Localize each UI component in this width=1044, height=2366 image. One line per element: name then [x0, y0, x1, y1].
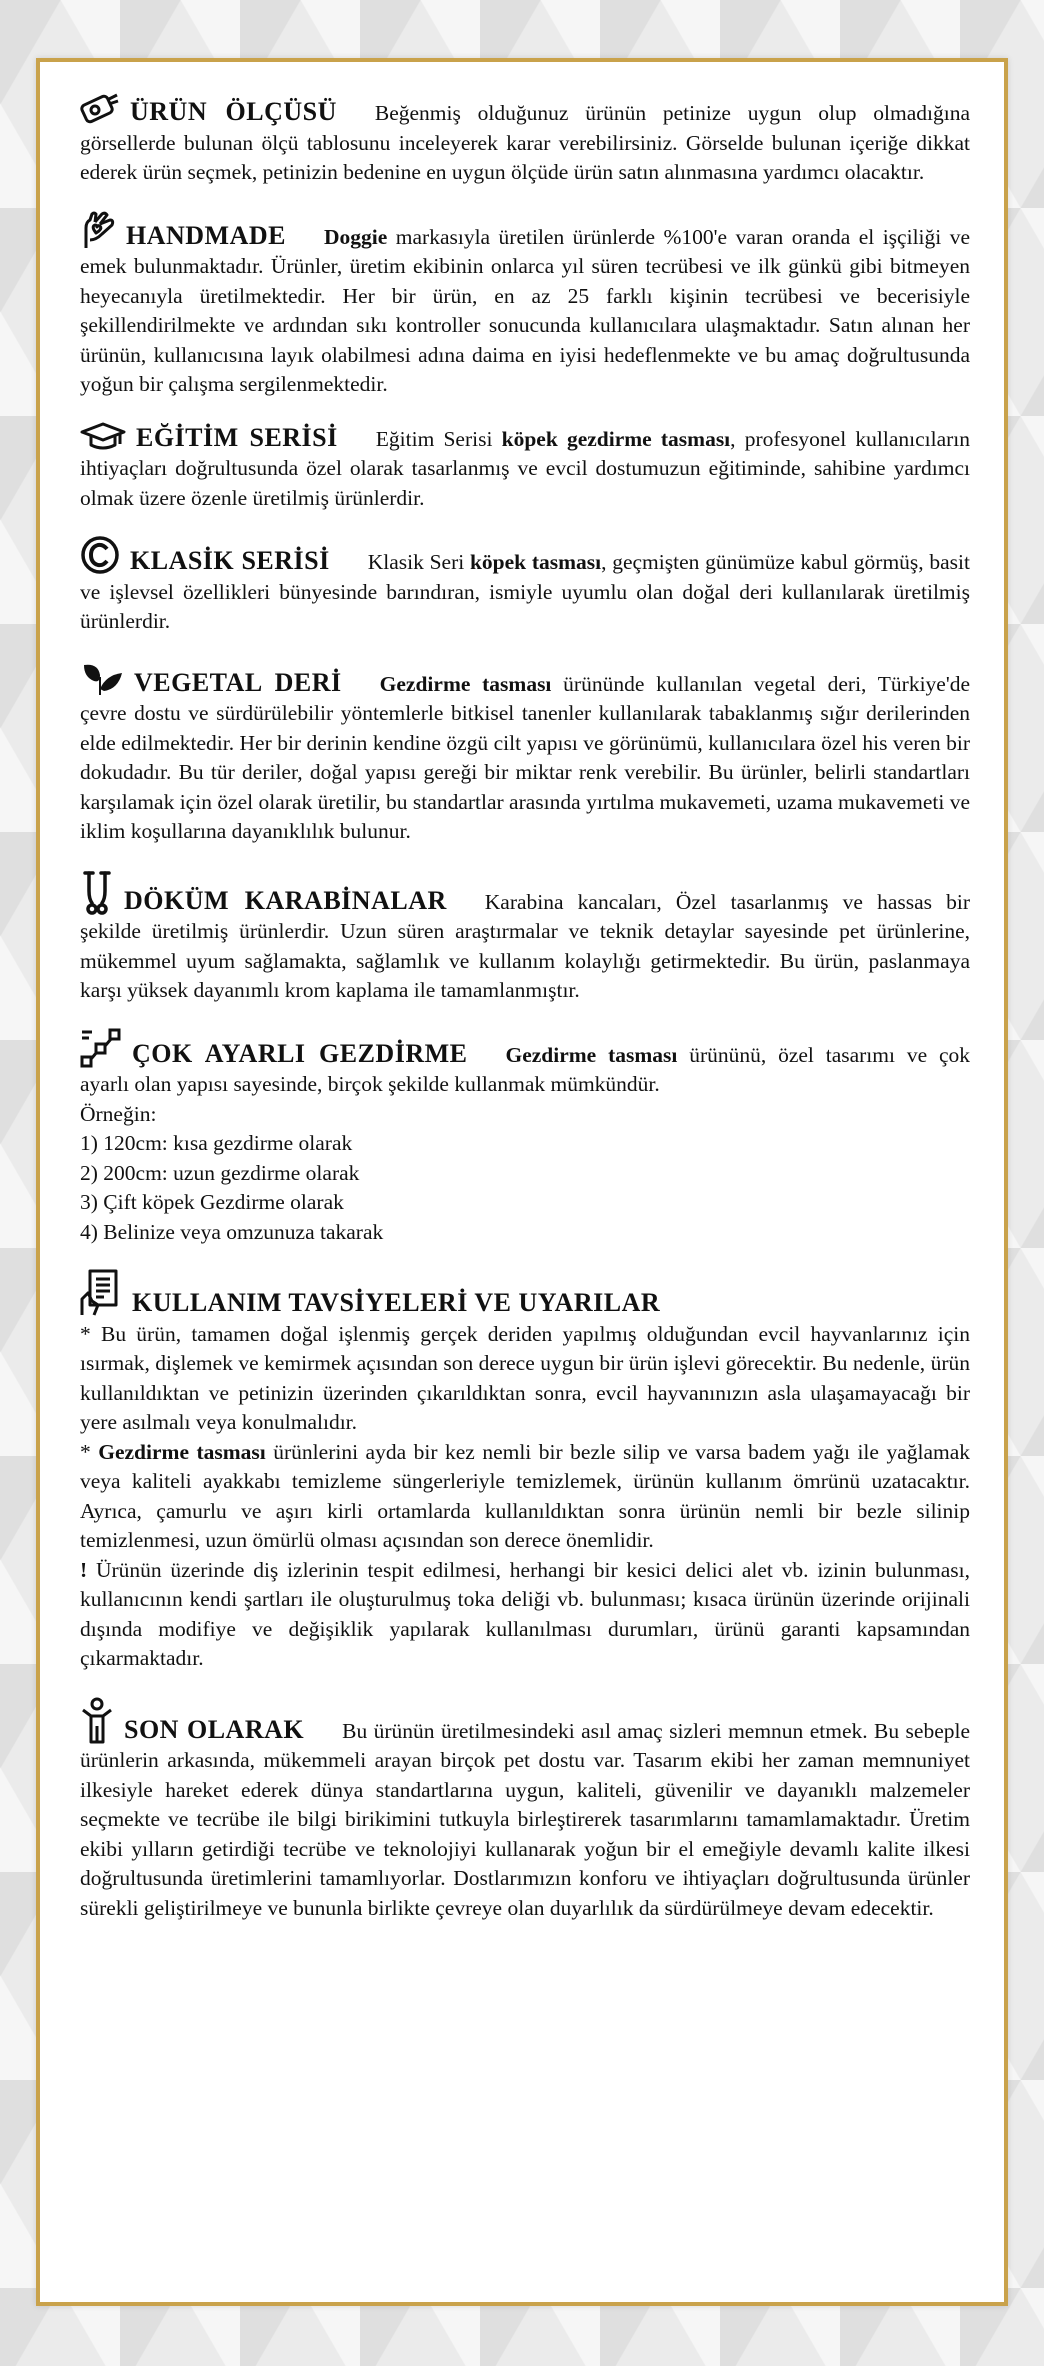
paragraph: ürünlerini ayda bir kez nemli bir bezle silip ve varsa badem yağı ile yağlamak veya kaliteli ayakkabı temizleme süngerleriyle temizlemek, ürünün kullanım ömrünü uzatacaktır. Ayrıca, çamurlu ve aşırı kirli ortamlarda kullanıldıktan sonra ürünün nemli bir bezle silinip temizlenmesi, uzun ömürlü olması açısından son derece önemlidir.	[80, 1439, 971, 1552]
warning-mark: !	[80, 1557, 88, 1582]
section-cok-ayarli	[80, 1028, 970, 1248]
section-text-post: , profesyonel kullanıcıların ihtiyaçları doğrultusunda özel olarak tasarlanmış ve evcil dostumuzun eğitiminde, sahibine yardımcı olmak üzere özenle üretilmiş ürünlerdir.	[80, 426, 970, 510]
section-text: ürününü, özel tasarımı ve çok ayarlı olan yapısı sayesinde, birçok şekilde kullanmak mümkündür.	[80, 1042, 970, 1096]
list-item: 3) Çift köpek Gezdirme olarak	[80, 1190, 344, 1214]
section-title: DÖKÜM KARABİNALAR	[124, 885, 447, 915]
section-title: EĞİTİM SERİSİ	[136, 422, 338, 452]
section-title: SON OLARAK	[124, 1714, 305, 1744]
hand-heart-icon	[80, 210, 116, 250]
list-item: 1) 120cm: kısa gezdirme olarak	[80, 1131, 353, 1155]
section-title: ÜRÜN ÖLÇÜSÜ	[130, 97, 337, 126]
content-panel	[36, 58, 1008, 2306]
brand-name: Doggie	[324, 224, 388, 249]
section-kullanim	[80, 1269, 970, 1674]
section-dokum-karabinalar	[80, 869, 970, 1006]
measuring-tape-icon	[80, 92, 120, 126]
section-text-post: , geçmişten günümüze kabul görmüş, basit ve işlevsel özellikleri bünyesinde barındıran, ismiyle uyumlu olan doğal deri kullanılarak üretilmiş ürünlerdir.	[80, 550, 970, 633]
section-bold: köpek tasması	[469, 550, 602, 574]
section-text: ürününde kullanılan vegetal deri, Türkiye'de çevre dostu ve sürdürülebilir yöntemlerle bitkisel tanenler kullanılarak tabaklanmış sığır derilerinden elde edilmektedir. Her bir derinin kendine özgü cilt yapısı ve görünümü, kullanıcılara özel his veren bir dokudadır. Bu tür deriler, doğal yapısı gereği bir miktar renk verebilir. Bu ürünler, belirli standartları karşılamak için özel olarak üretilir, bu standartlar arasında yırtılma mukavemeti, uzama mukavemeti ve iklim koşullarına dayanıklılık bulunur.	[80, 671, 970, 843]
section-title: ÇOK AYARLI GEZDİRME	[132, 1038, 468, 1068]
list-item: 2) 200cm: uzun gezdirme olarak	[80, 1160, 360, 1185]
section-vegetal-deri	[80, 659, 970, 847]
section-title: VEGETAL DERİ	[134, 667, 342, 697]
list-item: 4) Belinize veya omzunuza takarak	[80, 1219, 384, 1244]
section-title: HANDMADE	[126, 220, 286, 250]
section-bold: Gezdirme tasması	[505, 1042, 678, 1067]
section-text: Bu ürünün üretilmesindeki asıl amaç sizleri memnun etmek. Bu sebeple ürünlerin arkasında, mükemmeli arayan birçok pet dostu var. Tasarım ekibi her zaman memnuniyet ilkesiyle hareket ederek dünya standartlarına uygun, kaliteli, güvenilir ve dayanıklı malzemeler seçmekte ve tecrübe ile bilgi birikimini tutkuyla birleştirerek tasarımlarını tamamlamaktadır. Üretim ekibi yılların getirdiği tecrübe ve teknolojiyi kullanarak yoğun bir el emeğiyle devamlı kalite ilkesi doğrultusunda üretimlerini tamamlıyorlar. Dostlarımızın konforu ve ihtiyaçları doğrultusunda ürünler sürekli geliştirilmeye ve bununla birlikte çevreye olan duyarlılık da sürdürülmeye devam edecektir.	[80, 1718, 971, 1920]
section-urun-olcusu	[80, 92, 970, 188]
leaf-icon	[80, 659, 124, 697]
section-handmade	[80, 210, 970, 400]
content-body	[80, 92, 970, 1945]
section-text-pre: Eğitim Serisi	[375, 426, 493, 451]
section-title: KLASİK SERİSİ	[130, 546, 330, 575]
paragraph: Ürünün üzerinde diş izlerinin tespit edilmesi, herhangi bir kesici delici alet vb. izinin bulunması, kullanıcının kendi şartları ile oluşturulmuş toka deliği vb. bulunması; kısaca ürünün üzerinde orijinali dışında modifiye ve değişiklik yapılarak kullanılması durumları, ürünü garanti kapsamından çıkarmaktadır.	[80, 1557, 971, 1670]
section-bold: Gezdirme tasması	[379, 671, 552, 696]
section-text: Karabina kancaları, Özel tasarlanmış ve hassas bir şekilde üretilmiş ürünlerdir. Uzun süren araştırmalar ve teknik detaylar sayesinde pet ürünlerine, mükemmel uyum sağlamakta, sağlamlık ve kullanım kolaylığı getirmektedir. Bu ürün, paslanmaya karşı yüksek dayanımlı krom kaplama ile tamamlanmıştır.	[80, 889, 970, 1002]
example-label: Örneğin:	[80, 1101, 157, 1126]
paragraph: * Bu ürün, tamamen doğal işlenmiş gerçek deriden yapılmış olduğundan evcil hayvanlarınız için ısırmak, dişlemek ve kemirmek açısından son derece uygun bir ürün işlevi görecektir. Bu nedenle, ürün kullanıldıktan ve petinizin üzerinden çıkarıldıktan sonra, evcil hayvanınızın asla ulaşamayacağı bir yere asılmalı veya konulmalıdır.	[80, 1321, 970, 1434]
copyright-icon	[80, 535, 120, 575]
section-title: KULLANIM TAVSİYELERİ VE UYARILAR	[132, 1288, 661, 1317]
adjust-nodes-icon	[80, 1028, 122, 1068]
section-bold: Gezdirme tasması	[98, 1439, 266, 1464]
person-award-icon	[80, 1696, 114, 1744]
paragraph-prefix: *	[80, 1439, 91, 1464]
section-son-olarak	[80, 1696, 970, 1924]
section-text: markasıyla üretilen ürünlerde %100'e varan oranda el işçiliği ve emek bulunmaktadır. Ürünler, üretim ekibinin onlarca yıl süren tecrübesi ve ilk günkü gibi bitmeyen heyecanıyla üretilmektedir. Her bir ürün, en az 25 farklı kişinin tecrübesi ve becerisiyle şekillendirilmekte ve ardından sıkı kontroller sonucunda kullanıcılara ulaşmaktadır. Satın alınan her ürünün, kullanıcısına layık olabilmesi adına daima en iyisi hedeflenmekte ve bu amaç doğrultusunda yoğun bir çalışma sergilenmektedir.	[80, 224, 970, 396]
section-klasik-serisi	[80, 535, 970, 637]
graduation-cap-icon	[80, 422, 126, 452]
document-hand-icon	[80, 1269, 122, 1317]
section-bold: köpek gezdirme tasması	[501, 426, 731, 451]
carabiner-icon	[80, 869, 114, 915]
section-egitim-serisi	[80, 422, 970, 514]
section-text-pre: Klasik Seri	[367, 550, 465, 574]
section-text: Beğenmiş olduğunuz ürünün petinize uygun olup olmadığına görsellerde bulunan ölçü tablosunu inceleyerek karar verebilirsiniz. Görselde bulunan içeriğe dikkat ederek ürün seçmek, petinizin bedenine en uygun ölçüde ürün satın alınmasına yardımcı olacaktır.	[80, 101, 970, 184]
